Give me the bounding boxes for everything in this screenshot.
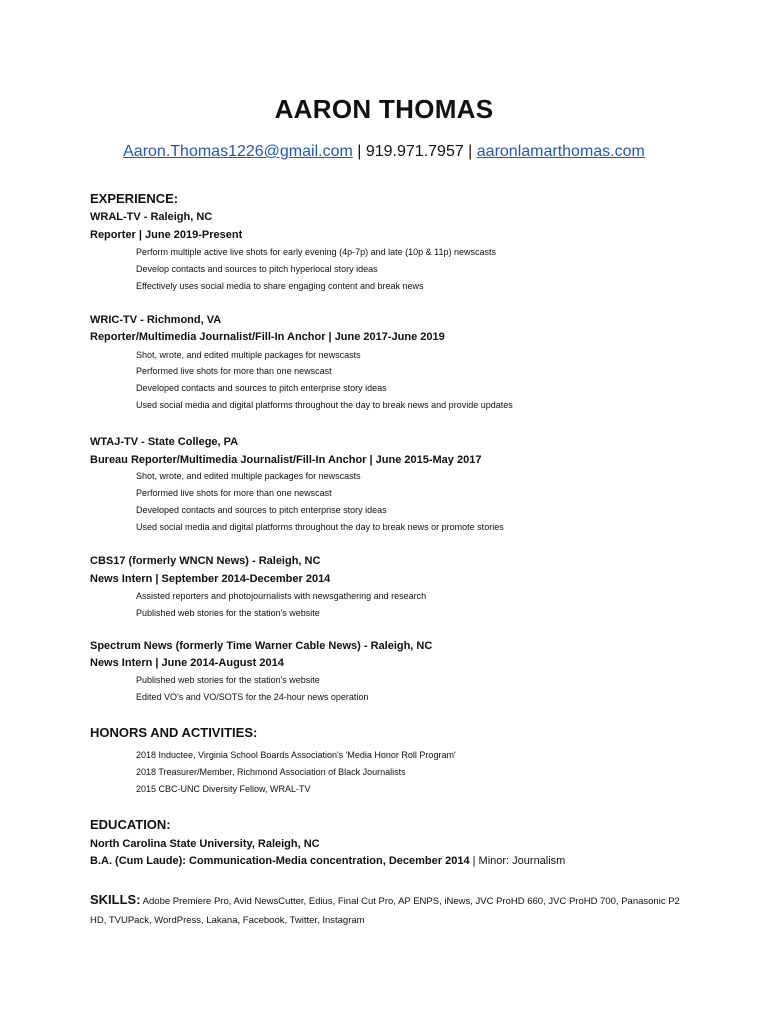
education-heading: EDUCATION: <box>90 817 171 832</box>
skills-label: SKILLS: <box>90 892 141 907</box>
job-role: Reporter/Multimedia Journalist/Fill-In Anchor | June 2017-June 2019 <box>90 331 445 343</box>
education-school: North Carolina State University, Raleigh, NC <box>90 838 320 850</box>
job-bullet: Shot, wrote, and edited multiple packages for newscasts <box>136 350 361 360</box>
job-bullet: Performed live shots for more than one newscast <box>136 366 332 376</box>
website-link[interactable]: aaronlamarthomas.com <box>476 143 645 160</box>
job-bullet: Assisted reporters and photojournalists with newsgathering and research <box>136 591 427 601</box>
honors-heading: HONORS AND ACTIVITIES: <box>90 725 258 740</box>
experience-heading: EXPERIENCE: <box>90 191 179 206</box>
job-bullet: Used social media and digital platforms throughout the day to break news and provide updates <box>136 400 513 410</box>
job-bullet: Developed contacts and sources to pitch enterprise story ideas <box>136 383 387 393</box>
contact-line <box>0 143 768 161</box>
job-bullet: Develop contacts and sources to pitch hyperlocal story ideas <box>136 264 378 274</box>
job-employer: Spectrum News (formerly Time Warner Cable News) - Raleigh, NC <box>90 640 433 652</box>
skills-section <box>90 890 690 930</box>
contact-separator: | <box>463 143 477 160</box>
job-bullet: Shot, wrote, and edited multiple packages for newscasts <box>136 471 361 481</box>
job-role: News Intern | June 2014-August 2014 <box>90 657 284 669</box>
honor-item: 2018 Inductee, Virginia School Boards Association's 'Media Honor Roll Program' <box>136 750 456 760</box>
honor-item: 2015 CBC-UNC Diversity Fellow, WRAL-TV <box>136 784 311 794</box>
job-employer: CBS17 (formerly WNCN News) - Raleigh, NC <box>90 555 321 567</box>
job-bullet: Developed contacts and sources to pitch enterprise story ideas <box>136 505 387 515</box>
job-employer: WRAL-TV - Raleigh, NC <box>90 211 213 223</box>
job-bullet: Effectively uses social media to share engaging content and break news <box>136 281 424 291</box>
skills-list: Adobe Premiere Pro, Avid NewsCutter, Edius, Final Cut Pro, AP ENPS, iNews, JVC ProHD 660, JVC ProHD 700, Panasonic P2 HD, TVUPack, WordPress, Lakana, Facebook, Twitter, Instagram <box>90 896 680 926</box>
education-minor: | Minor: Journalism <box>469 855 566 867</box>
honor-item: 2018 Treasurer/Member, Richmond Association of Black Journalists <box>136 767 406 777</box>
job-bullet: Edited VO's and VO/SOTS for the 24-hour news operation <box>136 692 369 702</box>
education-degree-line <box>90 855 565 867</box>
phone-number: 919.971.7957 <box>365 143 464 160</box>
job-employer: WTAJ-TV - State College, PA <box>90 436 239 448</box>
job-employer: WRIC-TV - Richmond, VA <box>90 314 222 326</box>
job-role: News Intern | September 2014-December 2014 <box>90 573 331 585</box>
job-bullet: Performed live shots for more than one newscast <box>136 488 332 498</box>
candidate-name: AARON THOMAS <box>274 94 494 124</box>
contact-separator: | <box>352 143 366 160</box>
job-bullet: Published web stories for the station's website <box>136 675 320 685</box>
job-role: Bureau Reporter/Multimedia Journalist/Fill-In Anchor | June 2015-May 2017 <box>90 454 482 466</box>
job-bullet: Perform multiple active live shots for early evening (4p-7p) and late (10p & 11p) newscasts <box>136 247 497 257</box>
job-bullet: Published web stories for the station's website <box>136 608 320 618</box>
email-link[interactable]: Aaron.Thomas1226@gmail.com <box>123 143 353 160</box>
job-role: Reporter | June 2019-Present <box>90 229 243 241</box>
job-bullet: Used social media and digital platforms throughout the day to break news or promote stories <box>136 522 504 532</box>
education-degree: B.A. (Cum Laude): Communication-Media concentration, December 2014 <box>90 855 470 867</box>
